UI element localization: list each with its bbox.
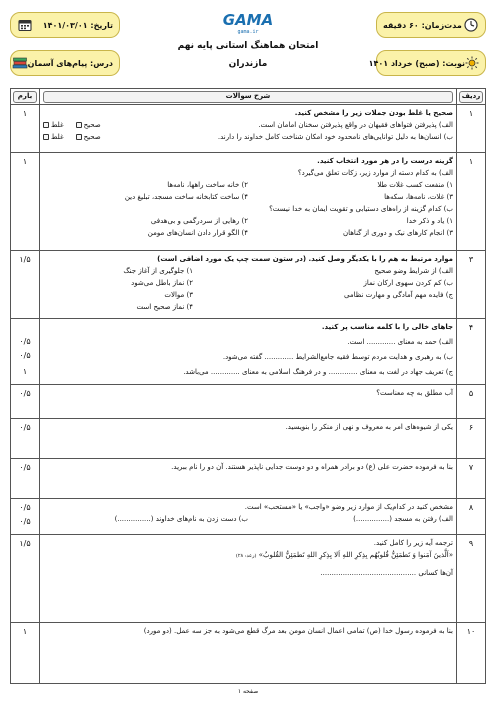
shift-value: (صبح) خرداد ۱۴۰۱	[368, 58, 440, 68]
true-label: صحیح	[83, 133, 101, 141]
question-row-5	[11, 385, 485, 419]
page-number: صفحه ۱	[237, 688, 259, 695]
exam-title-block	[130, 8, 366, 78]
wajib-mustahab-item: ب) دست زدن به نام‌های خداوند (...............)	[114, 515, 248, 523]
gama-logo	[213, 11, 283, 29]
province-name: مازندران	[228, 59, 268, 69]
match-left-item: ۱) جلوگیری از آغاز جنگ	[123, 267, 193, 275]
question-title: ترجمه آیه زیر را کامل کنید.	[373, 539, 453, 547]
sun-icon	[465, 55, 479, 71]
question-score: ۰/۵	[19, 351, 31, 360]
clock-icon	[463, 17, 479, 33]
true-checkbox[interactable]	[76, 122, 82, 128]
question-score: ۱/۵	[19, 255, 31, 264]
exam-title: امتحان هماهنگ استانی پایه نهم	[177, 41, 319, 51]
books-icon	[12, 55, 28, 71]
svg-text:GAMA: GAMA	[222, 11, 274, 29]
date-value: ۱۴۰۱/۰۳/۰۱	[42, 20, 88, 30]
question-score: ۱	[22, 157, 28, 166]
col-header-num: ردیف	[461, 92, 481, 100]
question-score: ۱	[22, 109, 28, 118]
question-number: ۸	[468, 503, 474, 512]
question-row-4	[11, 319, 485, 385]
mc-option[interactable]: ۱) یاد و ذکر خدا	[406, 217, 453, 225]
true-checkbox[interactable]	[76, 134, 82, 140]
col-header-body: شرح سوالات	[225, 92, 271, 100]
table-header	[11, 89, 485, 105]
tf-statement-b: ب) انسان‌ها به دلیل توانایی‌های نامحدود خود امکان شناخت کامل خداوند را دارند.	[217, 133, 453, 141]
question-number: ۱۰	[466, 627, 476, 636]
mc-option[interactable]: ۳) غلات، نامه‌ها، سکه‌ها	[384, 193, 453, 201]
false-label: غلط	[51, 121, 64, 129]
mc-option[interactable]: ۴) الگو قرار دادن انسان‌های مومن	[147, 229, 248, 237]
false-label: غلط	[51, 133, 64, 141]
question-title: صحیح یا غلط بودن جملات زیر را مشخص کنید.	[294, 109, 453, 117]
false-checkbox[interactable]	[43, 122, 49, 128]
question-number: ۳	[468, 255, 474, 264]
question-title: مشخص کنید در کدام‌یک از موارد زیر وضو «واجب» یا «مستحب» است.	[244, 503, 453, 511]
question-title: گزینه درست را در هر مورد انتخاب کنید.	[317, 157, 453, 165]
question-number: ۱	[468, 109, 474, 118]
question-score: ۰/۵	[19, 517, 31, 526]
quran-verse: «اَلَّذینَ آمَنوا وَ تَطمَئِنُّ قُلوبُهُم بِذِکرِ اللهِ اَلا بِذِکرِ اللهِ تَطمَئِنُّ القُلوبُ»	[258, 551, 453, 559]
question-row-10	[11, 623, 485, 683]
duration-box	[376, 12, 486, 38]
mc-stem-a: الف) به کدام دسته از موارد زیر، زکات تعلق می‌گیرد؟	[297, 169, 453, 177]
false-checkbox[interactable]	[43, 134, 49, 140]
question-row-9	[11, 535, 485, 623]
question-number: ۵	[468, 389, 474, 398]
question-number: ۶	[468, 423, 474, 432]
question-text: بنا به فرموده رسول خدا (ص) تمامی اعمال انسان مومن بعد مرگ قطع می‌شود به جز سه عمل. (دو مورد)	[143, 627, 453, 635]
verse-reference: (رعد: ۲۸)	[235, 553, 257, 559]
subject-label: درس:	[90, 58, 113, 68]
mc-stem-b: ب) کدام گزینه از راه‌های دستیابی و تقویت ایمان به خدا نیست؟	[269, 205, 453, 213]
fill-blank-item: ج) تعریف جهاد در لغت به معنای ............. و در فرهنگ اسلامی به معنای ............. می‌باشد.	[183, 368, 453, 376]
question-score: ۰/۵	[19, 503, 31, 512]
subject-value: پیام‌های آسمان	[27, 58, 88, 68]
match-left-item: ۴) نماز صحیح است	[136, 303, 193, 311]
shift-label: نوبت:	[442, 58, 465, 68]
duration-value: ۶۰ دقیقه	[383, 20, 419, 30]
question-row-2	[11, 153, 485, 251]
translation-answer: آن‌ها کسانی ...........................................	[320, 569, 453, 577]
question-score: ۰/۵	[19, 463, 31, 472]
tf-statement-a: الف) پذیرفتن فتواهای فقیهان در واقع پذیرفتن سخنان امامان است.	[258, 121, 453, 129]
logo-subtext: gama.ir	[237, 29, 259, 35]
question-score: ۱/۵	[19, 539, 31, 548]
questions-table	[10, 88, 486, 684]
wajib-mustahab-item: الف) رفتن به مسجد (...............)	[353, 515, 453, 523]
question-score: ۱	[22, 627, 28, 636]
question-text: بنا به فرموده حضرت علی (ع) دو برادر همراه و دو دوست جدایی ناپذیر هستند. آن دو را نام ببرید.	[171, 463, 453, 471]
question-score: ۰/۵	[19, 423, 31, 432]
mc-option[interactable]: ۴) ساخت کتابخانه ساخت مسجد، تبلیغ دین	[124, 193, 248, 201]
question-score: ۰/۵	[19, 337, 31, 346]
question-text: آب مطلق به چه معناست؟	[376, 389, 453, 397]
question-number: ۴	[468, 323, 474, 332]
mc-option[interactable]: ۱) منفعت کسب غلات طلا	[377, 181, 453, 189]
question-text: یکی از شیوه‌های امر به معروف و نهی از منکر را بنویسید.	[285, 423, 453, 431]
date-box	[10, 12, 120, 38]
fill-blank-item: ب) به رهبری و هدایت مردم توسط فقیه جامع‌الشرایط ............. گفته می‌شود.	[222, 353, 453, 361]
duration-label: مدت‌زمان:	[421, 20, 462, 30]
question-title: جاهای خالی را با کلمه مناسب پر کنید.	[321, 323, 453, 331]
match-left-item: ۳) موالات	[164, 291, 193, 299]
question-number: ۹	[468, 539, 474, 548]
question-row-7	[11, 459, 485, 499]
shift-box	[368, 50, 486, 76]
question-number: ۱	[468, 157, 474, 166]
question-number: ۷	[468, 463, 474, 472]
true-label: صحیح	[83, 121, 101, 129]
col-header-score: بارم	[17, 92, 33, 100]
mc-option[interactable]: ۲) خانه ساخت راهها، نامه‌ها	[167, 181, 248, 189]
match-left-item: ۲) نماز باطل می‌شود	[131, 279, 193, 287]
mc-option[interactable]: ۳) انجام کارهای نیک و دوری از گناهان	[342, 229, 453, 237]
exam-header	[10, 8, 486, 78]
question-row-8	[11, 499, 485, 535]
question-row-3	[11, 251, 485, 319]
calendar-icon	[17, 17, 33, 33]
question-title: موارد مرتبط به هم را با یکدیگر وصل کنید. (در ستون سمت چپ یک مورد اضافی است)	[157, 255, 453, 263]
question-score: ۰/۵	[19, 389, 31, 398]
question-row-1	[11, 105, 485, 153]
match-right-item: ب) کم کردن سهوی ارکان نماز	[363, 279, 453, 287]
date-label: تاریخ:	[90, 20, 113, 30]
question-row-6	[11, 419, 485, 459]
match-right-item: الف) از شرایط وضو صحیح	[374, 267, 453, 275]
question-score: ۱	[22, 367, 28, 376]
subject-box	[10, 50, 120, 76]
match-right-item: ج) فایده مهم آمادگی و مهارت نظامی	[344, 291, 453, 299]
mc-option[interactable]: ۲) رهایی از سردرگمی و بی‌هدفی	[150, 217, 248, 225]
fill-blank-item: الف) حمد به معنای ............. است.	[347, 338, 453, 346]
